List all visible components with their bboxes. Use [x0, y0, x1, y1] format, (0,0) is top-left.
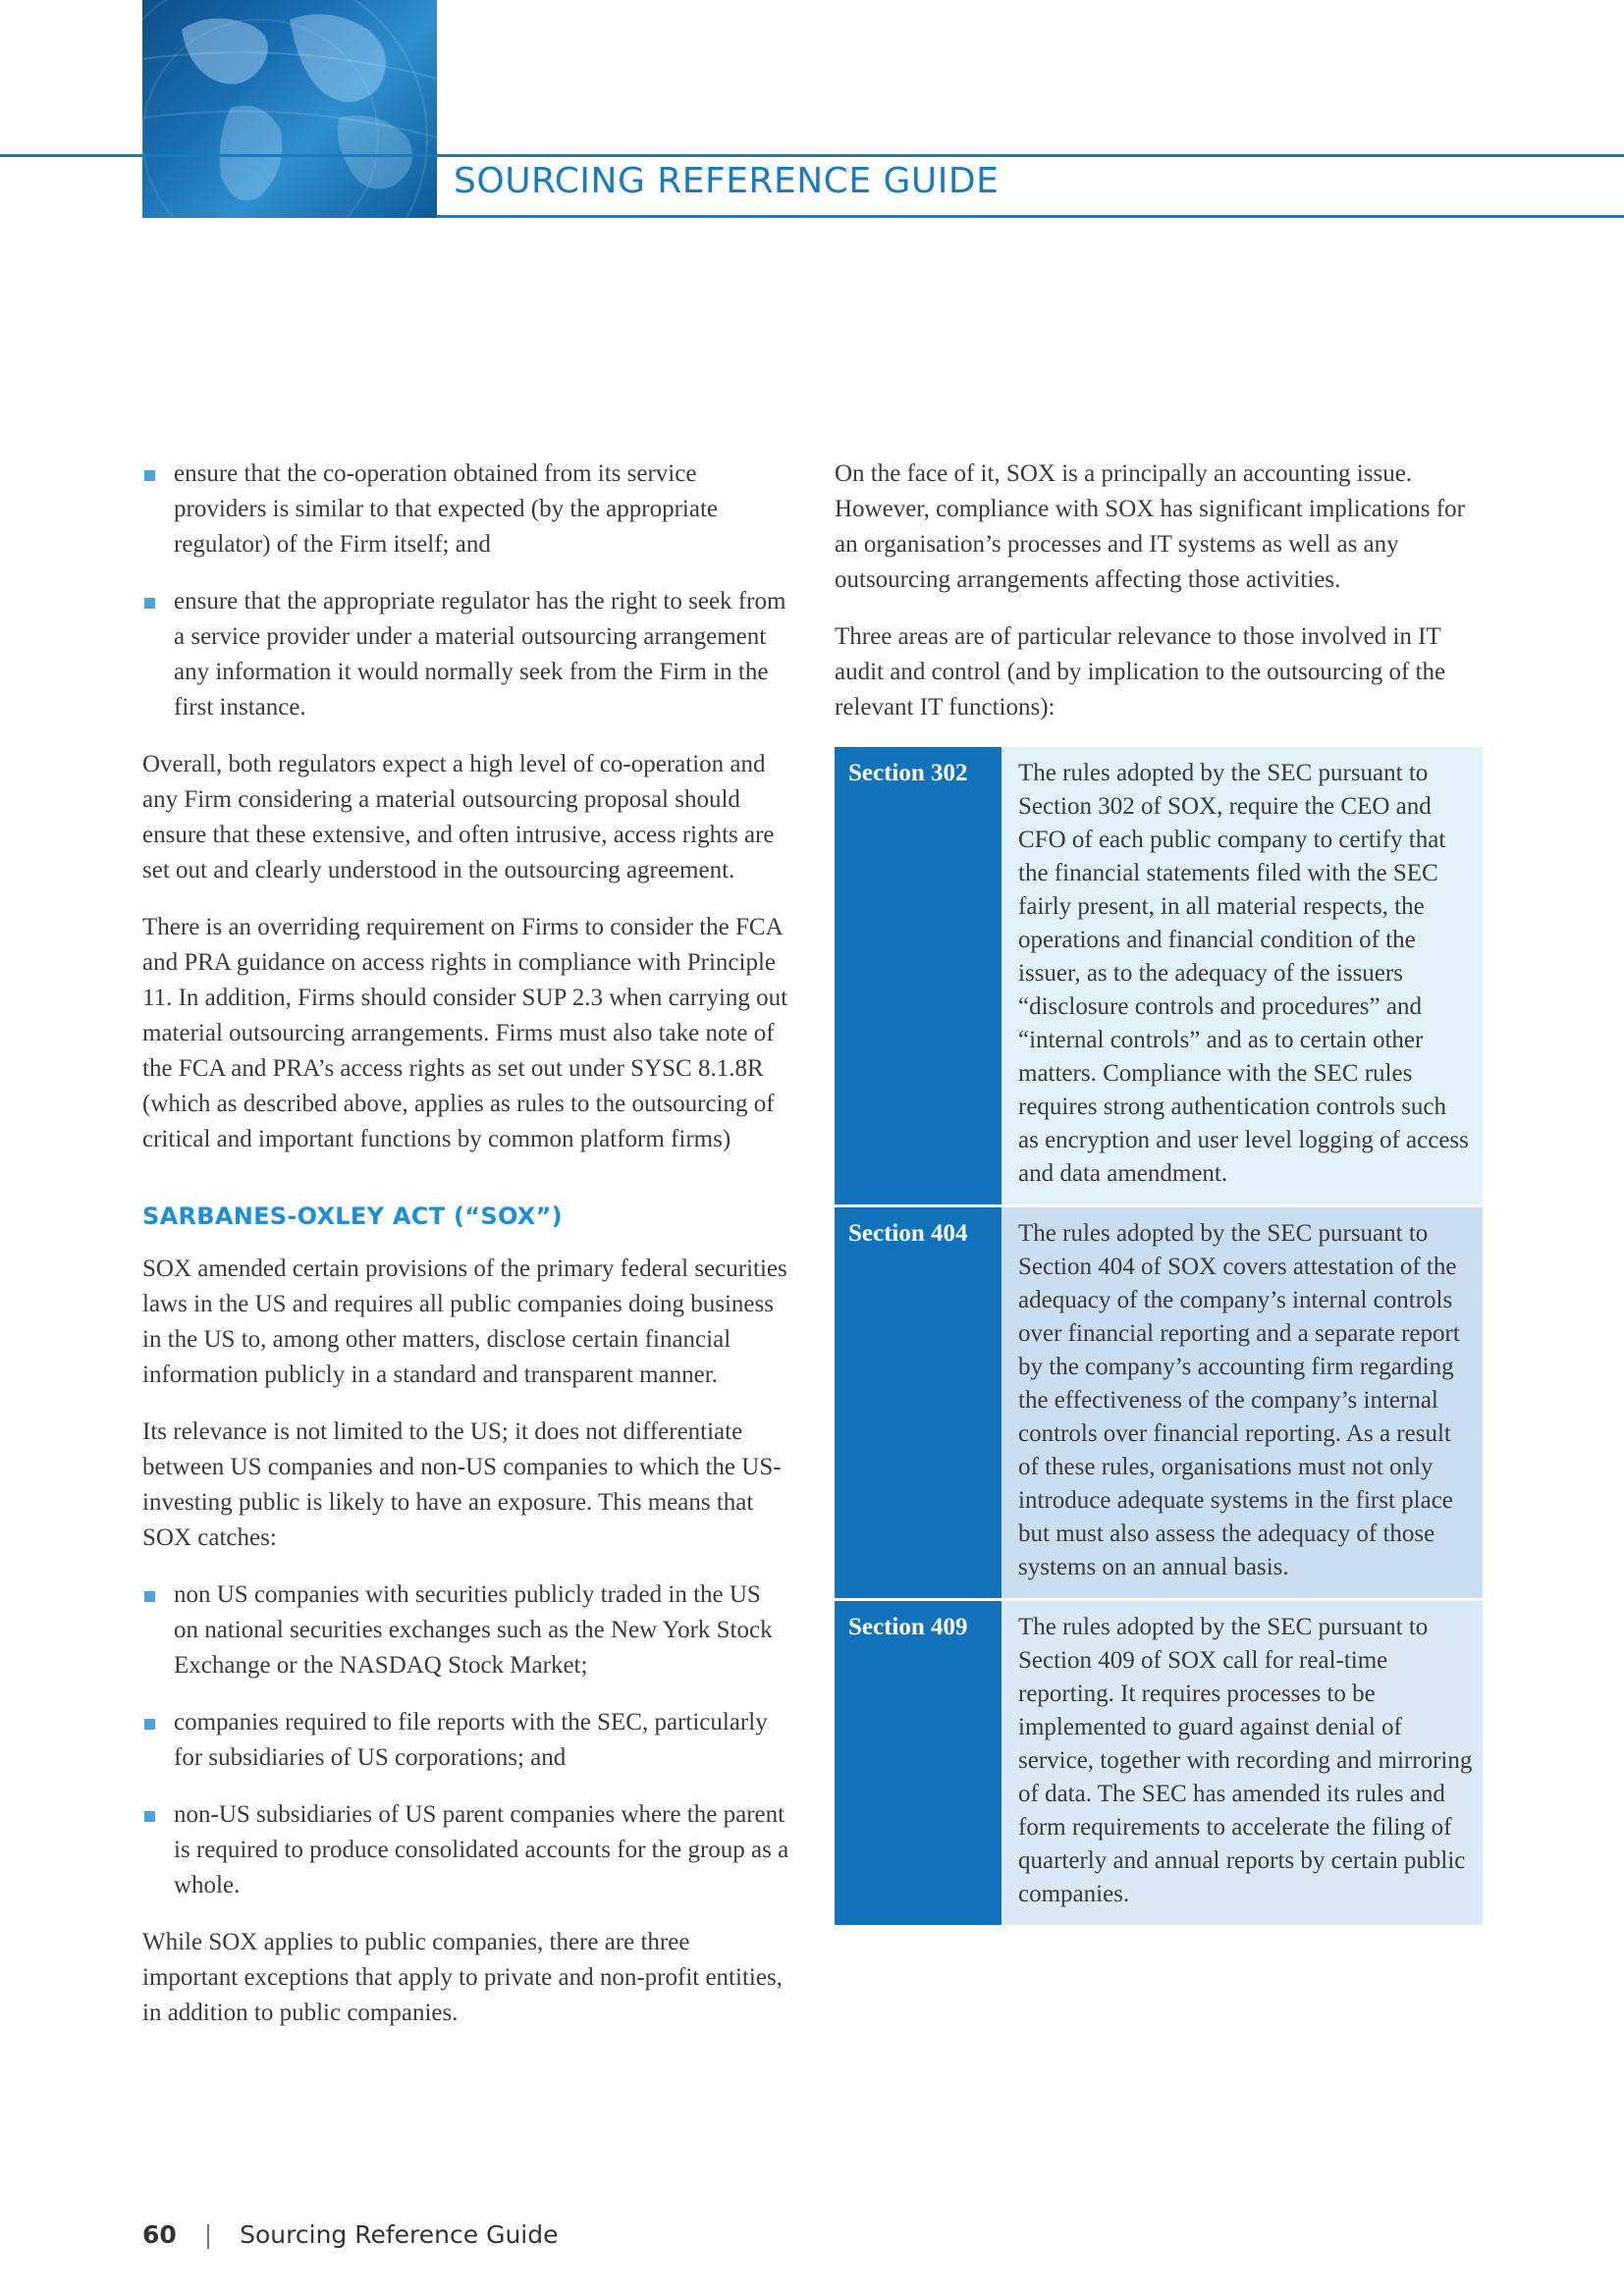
list-item: ensure that the appropriate regulator has the right to seek from a service provider under a material outsourcing arrangement any information it would normally seek from the Firm in the first instance. — [142, 584, 790, 725]
right-column — [835, 456, 1488, 1925]
section-label: Section 302 — [835, 747, 1001, 1206]
list-item: non US companies with securities publicly traded in the US on national securities exchanges such as the New York Stock Exchange or the NASDAQ Stock Market; — [142, 1577, 790, 1683]
access-bullet-list — [142, 456, 790, 725]
paragraph-three-areas: Three areas are of particular relevance to those involved in IT audit and control (and by implication to the outsourcing of the relevant IT functions): — [835, 623, 1446, 721]
footer-separator: | — [203, 2220, 213, 2249]
section-text: The rules adopted by the SEC pursuant to Section 409 of SOX call for real-time reporting. It requires processes to be implemented to guard against denial of service, together with recording and mirroring of data. The SEC has amended its rules and form requirements to accelerate the filing of quarterly and annual reports by certain public companies. — [1001, 1600, 1483, 1926]
page-number: 60 — [142, 2220, 177, 2249]
paragraph-sox-exceptions: While SOX applies to public companies, there are three important exceptions that apply to private and non-profit entities, in addition to public companies. — [142, 1929, 783, 2026]
section-label: Section 404 — [835, 1206, 1001, 1600]
section-heading-sox: SARBANES-OXLEY ACT (“SOX”) — [142, 1202, 563, 1230]
section-text: The rules adopted by the SEC pursuant to Section 404 of SOX covers attestation of the adequacy of the company’s internal controls over financial reporting and a separate report by the company’s accounting firm regarding the effectiveness of the company’s internal controls over financial reporting. As a result of these rules, organisations must not only introduce adequate systems in the first place but must also assess the adequacy of those systems on an annual basis. — [1001, 1206, 1483, 1600]
table-row — [835, 1600, 1483, 1926]
section-text: The rules adopted by the SEC pursuant to Section 302 of SOX, require the CEO and CFO of each public company to certify that the financial statements filed with the SEC fairly present, in all material respects, the operations and financial condition of the issuer, as to the adequacy of the issuers “disclosure controls and procedures” and “internal controls” and as to certain other matters. Compliance with the SEC rules requires strong authentication controls such as encryption and user level logging of access and data amendment. — [1001, 747, 1483, 1206]
paragraph-sox-intro: SOX amended certain provisions of the primary federal securities laws in the US and requires all public companies doing business in the US to, among other matters, disclose certain financial information publicly in a standard and transparent manner. — [142, 1255, 787, 1388]
list-item: companies required to file reports with the SEC, particularly for subsidiaries of US corporations; and — [142, 1705, 790, 1776]
header-rule-top — [0, 154, 1624, 157]
paragraph-cooperation: Overall, both regulators expect a high level of co-operation and any Firm considering a material outsourcing proposal should ensure that these extensive, and often intrusive, access rights are set out and clearly understood in the outsourcing agreement. — [142, 751, 775, 883]
section-label: Section 409 — [835, 1600, 1001, 1926]
header-rule-bottom — [437, 215, 1624, 218]
table-row — [835, 747, 1483, 1206]
header-title: SOURCING REFERENCE GUIDE — [454, 161, 1000, 201]
sox-catches-list — [142, 1577, 790, 1903]
list-item: non-US subsidiaries of US parent companies where the parent is required to produce consolidated accounts for the group as a whole. — [142, 1797, 790, 1903]
paragraph-access-rights: There is an overriding requirement on Firms to consider the FCA and PRA guidance on access rights in compliance with Principle 11. In addition, Firms should consider SUP 2.3 when carrying out material outsourcing arrangements. Firms must also take note of the FCA and PRA’s access rights as set out under SYSC 8.1.8R (which as described above, applies as rules to the outsourcing of critical and important functions by common platform firms) — [142, 914, 788, 1152]
list-item: ensure that the co-operation obtained from its service providers is similar to that expected (by the appropriate regulator) of the Firm itself; and — [142, 456, 790, 562]
globe-map-graphic — [142, 0, 437, 218]
header-globe-image — [142, 0, 437, 218]
left-column — [142, 456, 790, 2053]
table-row — [835, 1206, 1483, 1600]
sox-sections-table — [835, 747, 1483, 1925]
footer-title: Sourcing Reference Guide — [240, 2220, 559, 2249]
paragraph-sox-accounting: On the face of it, SOX is a principally an accounting issue. However, compliance with SOX has significant implications for an organisation’s processes and IT systems as well as any outsourcing arrangements affecting those activities. — [835, 460, 1465, 593]
page-footer — [142, 2220, 558, 2249]
paragraph-sox-relevance: Its relevance is not limited to the US; it does not differentiate between US companies and non-US companies to which the US-investing public is likely to have an exposure. This means that SOX catches: — [142, 1418, 782, 1551]
